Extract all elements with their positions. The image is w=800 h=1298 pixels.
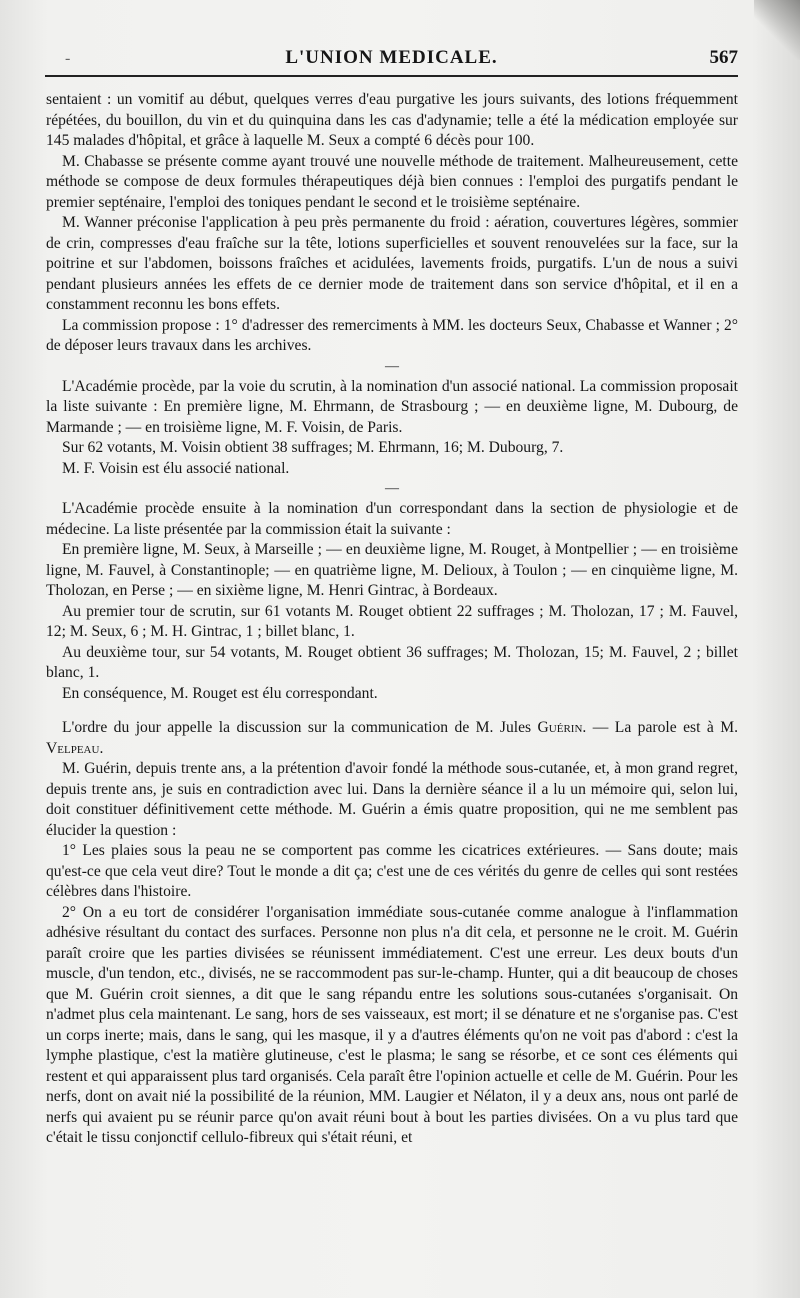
paragraph: 1° Les plaies sous la peau ne se comportent pas comme les cicatrices extérieures. — Sans doute; mais qu'est-ce que cela veut dire? Tout le monde a dit ça; c'est une de ces vérités du genre de celles qui sont restées célèbres dans l'histoire. <box>46 842 738 900</box>
journal-title: L'UNION MEDICALE. <box>285 47 498 68</box>
page-number: 567 <box>709 47 738 68</box>
discussion-text-middle: . — La parole est à M. <box>582 719 738 736</box>
paragraph: M. F. Voisin est élu associé national. <box>62 459 290 477</box>
section-gap <box>46 704 738 718</box>
speaker-name-guerin: Guérin <box>537 719 583 736</box>
section-separator: — <box>385 358 399 374</box>
running-header <box>45 44 738 74</box>
paragraph: En conséquence, M. Rouget est élu correspondant. <box>62 684 378 702</box>
discussion-text-start: L'ordre du jour appelle la discussion sur la communication de M. Jules <box>62 719 538 736</box>
page-corner-fold <box>754 0 800 60</box>
paragraph: M. Chabasse se présente comme ayant trouvé une nouvelle méthode de traitement. Malheureusement, cette méthode se compose de deux formules thérapeutiques déjà bien connues : l'emploi des purgatifs pendant le premier septénaire, l'emploi des toniques pendant le second et le troisième septénaire. <box>46 152 738 211</box>
paragraph: En première ligne, M. Seux, à Marseille ; — en deuxième ligne, M. Rouget, à Montpellier ; — en troisième ligne, M. Fauvel, à Constantinople; — en quatrième ligne, M. Delioux, à Toulon ; — en cinquième ligne, M. Tholozan, en Perse ; — en sixième ligne, M. Henri Gintrac, à Bordeaux. <box>46 541 738 599</box>
paragraph: Au deuxième tour, sur 54 votants, M. Rouget obtient 36 suffrages; M. Tholozan, 15; M. Fauvel, 2 ; billet blanc, 1. <box>46 643 738 681</box>
header-dash: - <box>65 50 71 67</box>
speaker-name-velpeau: Velpeau <box>46 739 100 757</box>
paragraph: M. Wanner préconise l'application à peu près permanente du froid : aération, couvertures légères, sommier de crin, compresses d'eau fraîche sur la tête, lotions superficielles et souvent renouvelées sur la face, sur la poitrine et sur l'abdomen, boissons fraîches et acidulées, lavements froids, purgatifs. L'un de nous a suivi pendant plusieurs années les effets de ce dernier mode de traitement dans son service d'hôpital, et il en a constamment reconnu les bons effets. <box>46 214 738 313</box>
paragraph: 2° On a eu tort de considérer l'organisation immédiate sous-cutanée comme analogue à l'inflammation adhésive résultant du contact des surfaces. Personne non plus n'a dit cela, et personne ne le croit. M. Guérin paraît croire que les parties divisées se réunissent immédiatement. C'est une erreur. Les deux bouts d'un muscle, d'un tendon, etc., divisés, ne se raccommodent pas sur-le-champ. Hunter, qui a dit beaucoup de choses que M. Guérin croit siennes, a dit que le sang répandu entre les solutions sous-cutanées s'organisait. On n'admet plus cela maintenant. Le sang, hors de ses vaisseaux, est mort; il se dénature et ne s'organise pas. C'est un corps inerte; mais, dans le sang, qui les masque, il y a d'autres éléments qu'on ne voit pas d'abord : c'est la lymphe plastique, c'est la matière glutineuse, c'est le plasma; le sang se résorbe, et ce sont ces éléments qui restent et qui apparaissent plus tard organisés. Cela paraît être l'opinion actuelle et celle de M. Guérin. Pour les nerfs, dont on avait nié la possibilité de la réunion, MM. Laugier et Nélaton, il y a deux ans, nous ont parlé de nerfs qui avaient pu se réunir parce qu'on avait réuni bout à bout les parties divisées. On a vu plus tard que c'était le tissu conjonctif cellulo-fibreux qui s'était réuni, et <box>46 903 738 1146</box>
discussion-paragraph <box>46 718 738 759</box>
discussion-text-end: . <box>99 739 104 757</box>
paragraph: M. Guérin, depuis trente ans, a la prétention d'avoir fondé la méthode sous-cutanée, et, à mon grand regret, depuis trente ans, je suis en contradiction avec lui. Dans la dernière séance il a lu un mémoire qui, selon lui, doit constituer définitivement cette méthode. M. Guérin a émis quatre proposition, qui ne me semblent pas élucider la question : <box>46 760 738 839</box>
section-separator: — <box>385 481 399 496</box>
article-body <box>46 90 738 1149</box>
header-rule <box>45 75 738 77</box>
paragraph: Au premier tour de scrutin, sur 61 votants M. Rouget obtient 22 suffrages ; M. Tholozan, 17 ; M. Fauvel, 12; M. Seux, 6 ; M. H. Gintrac, 1 ; billet blanc, 1. <box>46 602 738 640</box>
paragraph: Sur 62 votants, M. Voisin obtient 38 suffrages; M. Ehrmann, 16; M. Dubourg, 7. <box>62 439 564 456</box>
paragraph: L'Académie procède ensuite à la nomination d'un correspondant dans la section de physiologie et de médecine. La liste présentée par la commission était la suivante : <box>46 500 738 538</box>
paragraph: L'Académie procède, par la voie du scrutin, à la nomination d'un associé national. La commission proposait la liste suivante : En première ligne, M. Ehrmann, de Strasbourg ; — en deuxième ligne, M. Dubourg, de Marmande ; — en troisième ligne, M. F. Voisin, de Paris. <box>46 377 738 436</box>
paragraph: La commission propose : 1° d'adresser des remerciments à MM. les docteurs Seux, Chabasse et Wanner ; 2° de déposer leurs travaux dans les archives. <box>46 316 738 354</box>
paragraph: sentaient : un vomitif au début, quelques verres d'eau purgative les jours suivants, des lotions fréquemment répétées, du bouillon, du vin et du quinquina dans les cas d'adynamie; telle a été la médication employée sur 145 malades d'hôpital, et grâce à laquelle M. Seux a compté 6 décès pour 100. <box>46 91 738 149</box>
